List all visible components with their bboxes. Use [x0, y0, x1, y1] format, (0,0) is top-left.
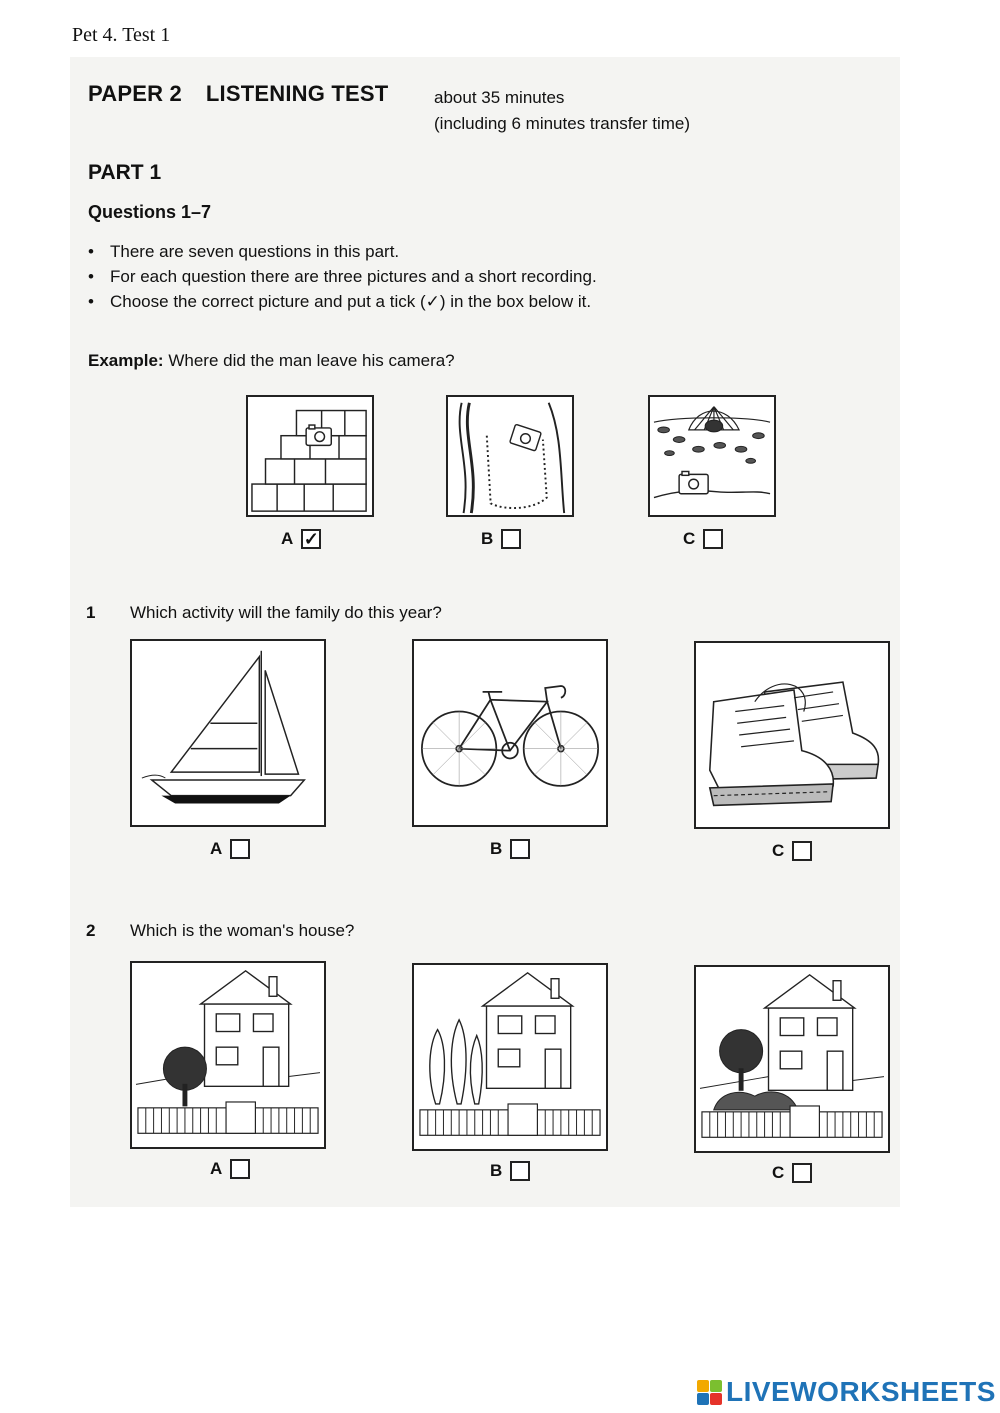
- example-picture-b: [446, 395, 574, 517]
- instruction-item: • For each question there are three pictures and a short recording.: [88, 264, 597, 289]
- liveworksheets-logo: [697, 1376, 996, 1408]
- logo-tile: [710, 1393, 722, 1405]
- question-1-option-a: [210, 839, 250, 859]
- question-1-option-c: [772, 841, 812, 861]
- example-option-a: [281, 529, 321, 549]
- option-letter: B: [490, 1161, 503, 1180]
- questions-range: Questions 1–7: [88, 202, 212, 222]
- question-number: 2: [86, 921, 96, 940]
- bicycle-picture: [414, 641, 606, 825]
- option-letter: C: [683, 529, 696, 548]
- question-2-picture-a: [130, 961, 326, 1149]
- tick-checkbox[interactable]: [510, 1161, 530, 1181]
- camera-in-park-picture: [650, 397, 774, 515]
- question-2-option-a: [210, 1159, 250, 1179]
- logo-tile: [710, 1380, 722, 1392]
- question-1-picture-b: [412, 639, 608, 827]
- sailboat-picture: [132, 641, 324, 825]
- tick-checkbox[interactable]: [703, 529, 723, 549]
- question-2-picture-b: [412, 963, 608, 1151]
- tick-checkbox[interactable]: [792, 841, 812, 861]
- instruction-item: • There are seven questions in this part.: [88, 239, 597, 264]
- example-question: Where did the man leave his camera?: [168, 351, 455, 370]
- duration-note: [434, 85, 690, 137]
- question-2-picture-c: [694, 965, 890, 1153]
- page-caption: Pet 4. Test 1: [72, 24, 171, 46]
- instruction-item: • Choose the correct picture and put a tick (✓) in the box below it.: [88, 289, 597, 314]
- option-letter: B: [490, 839, 503, 858]
- option-letter: A: [281, 529, 294, 548]
- instructions-list: [88, 239, 597, 314]
- example-option-b: [481, 529, 521, 549]
- hiking-boots-picture: [696, 643, 888, 827]
- tick-checkbox[interactable]: [230, 839, 250, 859]
- house-with-tree-picture: [132, 963, 324, 1147]
- logo-mark: [697, 1380, 722, 1405]
- duration-line: (including 6 minutes transfer time): [434, 114, 691, 133]
- tick-checkbox[interactable]: [510, 839, 530, 859]
- test-label: LISTENING TEST: [205, 81, 389, 106]
- logo-text: LIVEWORKSHEETS: [726, 1376, 996, 1407]
- house-with-tall-trees-picture: [414, 965, 606, 1149]
- paper-title: [88, 81, 388, 107]
- option-letter: A: [210, 1159, 223, 1178]
- question-1-option-b: [490, 839, 530, 859]
- house-with-tree-and-hedge-picture: [696, 967, 888, 1151]
- tick-checkbox[interactable]: [230, 1159, 250, 1179]
- tick-checkbox[interactable]: [792, 1163, 812, 1183]
- example-label: Example:: [88, 351, 164, 370]
- question-text: Which is the woman's house?: [130, 921, 355, 940]
- part-title: PART 1: [88, 161, 162, 184]
- question-number: 1: [86, 603, 96, 622]
- option-letter: C: [772, 841, 785, 860]
- logo-tile: [697, 1380, 709, 1392]
- example-picture-c: [648, 395, 776, 517]
- camera-in-pocket-picture: [448, 397, 572, 515]
- exam-sheet: [70, 57, 900, 1207]
- tick-checkbox[interactable]: [501, 529, 521, 549]
- camera-on-steps-picture: [248, 397, 372, 515]
- option-letter: B: [481, 529, 494, 548]
- option-letter: C: [772, 1163, 785, 1182]
- question-text: Which activity will the family do this year?: [130, 603, 442, 622]
- paper-label: PAPER 2: [88, 81, 182, 106]
- tick-checkbox[interactable]: ✓: [301, 529, 321, 549]
- option-letter: A: [210, 839, 223, 858]
- example-picture-a: [246, 395, 374, 517]
- example-prompt: [88, 351, 455, 371]
- question-2-option-b: [490, 1161, 530, 1181]
- question-2-option-c: [772, 1163, 812, 1183]
- question-1-picture-a: [130, 639, 326, 827]
- question-1-picture-c: [694, 641, 890, 829]
- logo-tile: [697, 1393, 709, 1405]
- duration-line: about 35 minutes: [434, 88, 565, 107]
- example-option-c: [683, 529, 723, 549]
